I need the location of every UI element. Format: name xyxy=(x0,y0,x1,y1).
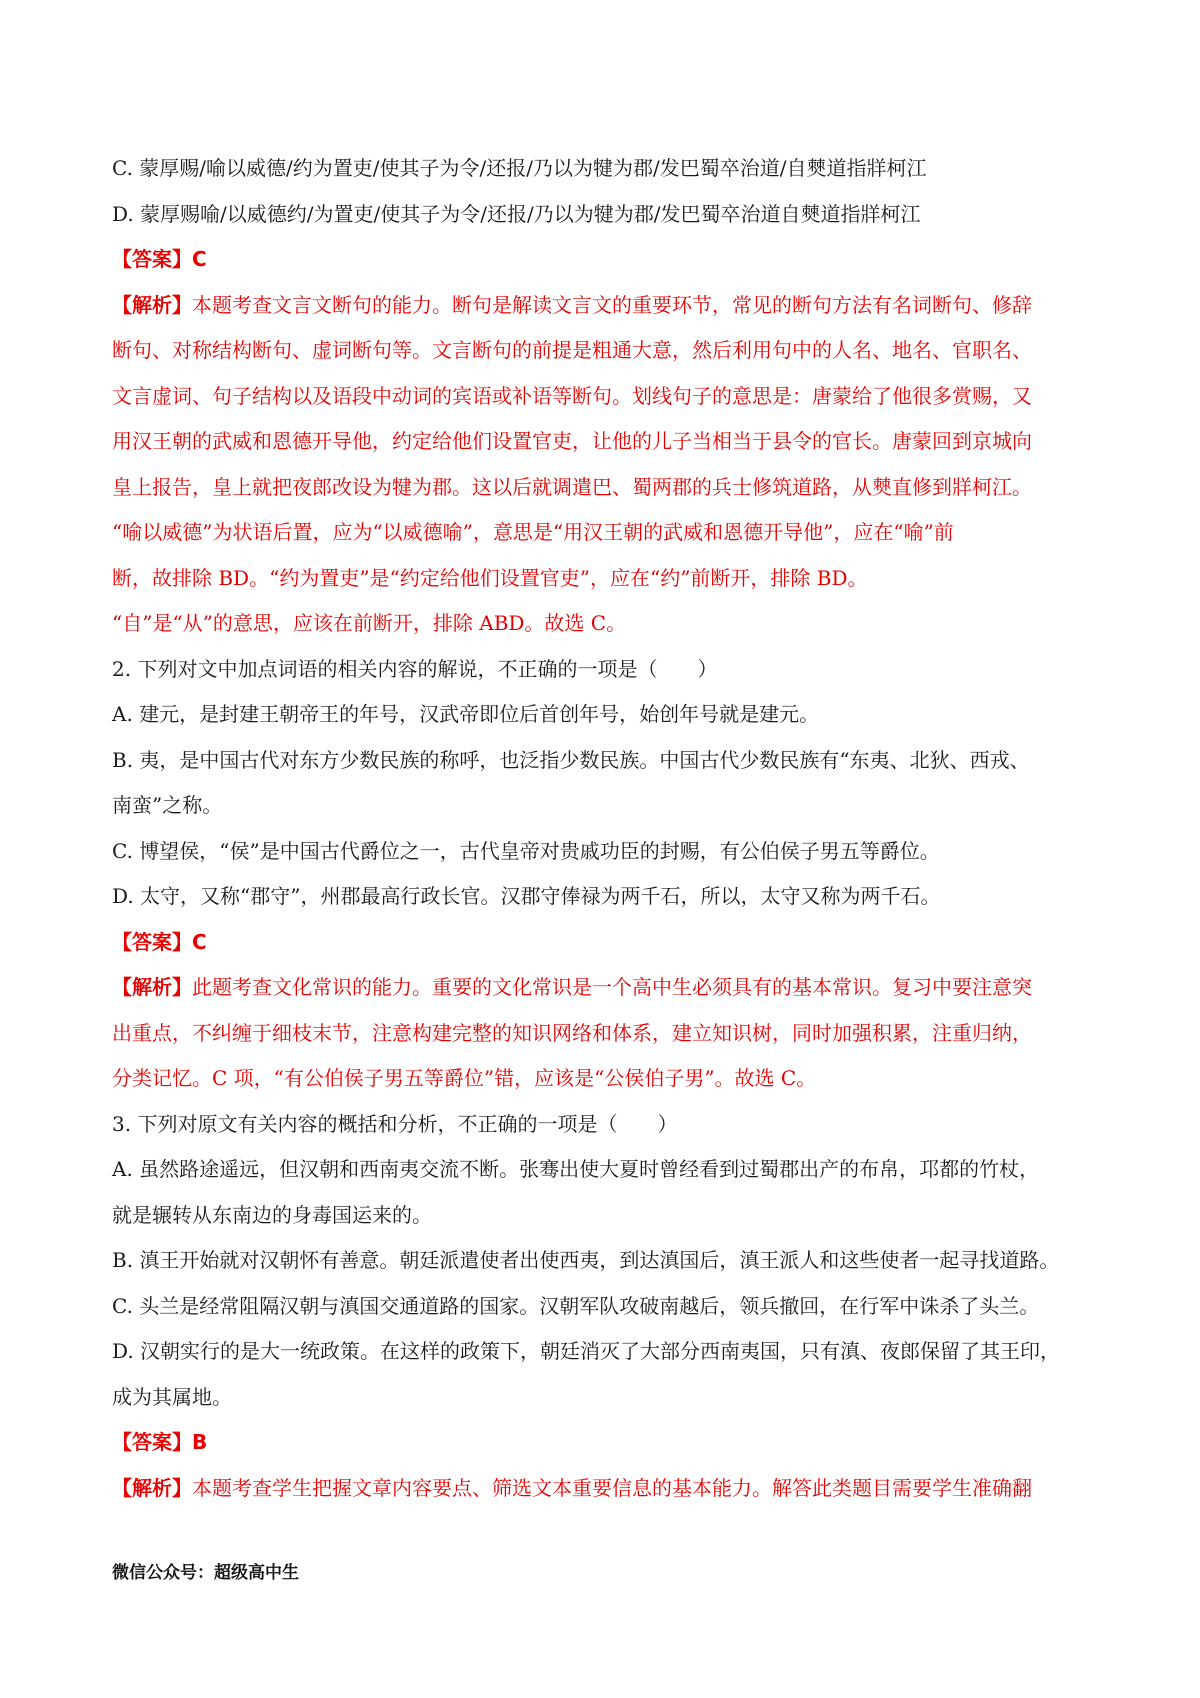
explanation-line: 文言虚词、句子结构以及语段中动词的宾语或补语等断句。划线句子的意思是：唐蒙给了他很多赏赐，又 xyxy=(112,383,1032,408)
explanation-line: “喻以威德”为状语后置，应为“以威德喻”，意思是“用汉王朝的武威和恩德开导他”，应在“喻”前 xyxy=(112,520,954,544)
q1-answer: 【答案】C xyxy=(112,247,207,271)
explanation-tag: 【解析】 xyxy=(112,1475,192,1500)
q3-option-d: D. 汉朝实行的是大一统政策。在这样的政策下，朝廷消灭了大部分西南夷国，只有滇、夜郎保留了其王印， xyxy=(112,1339,1061,1363)
document-content xyxy=(112,146,1092,1511)
q3-option-a-cont: 就是辗转从东南边的身毒国运来的。 xyxy=(112,1202,432,1227)
q3-option-b: B. 滇王开始就对汉朝怀有善意。朝廷派遣使者出使西夷，到达滇国后，滇王派人和这些使者一起寻找道路。 xyxy=(112,1248,1060,1272)
explanation-line: 本题考查学生把握文章内容要点、筛选文本重要信息的基本能力。解答此类题目需要学生准确翻 xyxy=(192,1475,1032,1500)
q3-option-a: A. 虽然路途遥远，但汉朝和西南夷交流不断。张骞出使大夏时曾经看到过蜀郡出产的布帛，邛都的竹杖， xyxy=(112,1157,1040,1181)
q2-option-b: B. 夷，是中国古代对东方少数民族的称呼，也泛指少数民族。中国古代少数民族有“东夷、北狄、西戎、 xyxy=(112,747,1030,772)
q1-explanation xyxy=(112,283,1092,647)
q1-option-d: D. 蒙厚赐喻/以威德约/为置吏/使其子为令/还报/乃以为犍为郡/发巴蜀卒治道自僰道指牂柯江 xyxy=(112,201,921,226)
explanation-tag: 【解析】 xyxy=(112,975,192,999)
explanation-line: “自”是“从”的意思，应该在前断开，排除 ABD。故选 C。 xyxy=(112,611,627,635)
explanation-line: 出重点，不纠缠于细枝末节，注意构建完整的知识网络和体系，建立知识树，同时加强积累，注重归纳， xyxy=(112,1020,1032,1045)
explanation-tag: 【解析】 xyxy=(112,292,192,317)
footer-wechat: 微信公众号：超级高中生 xyxy=(112,1563,299,1583)
explanation-line: 分类记忆。C 项，“有公伯侯子男五等爵位”错，应该是“公侯伯子男”。故选 C。 xyxy=(112,1066,817,1090)
q3-option-d-cont: 成为其属地。 xyxy=(112,1384,232,1409)
explanation-line: 断句、对称结构断句、虚词断句等。文言断句的前提是粗通大意，然后利用句中的人名、地名、官职名、 xyxy=(112,338,1032,362)
q1-option-c: C. 蒙厚赐/喻以威德/约为置吏/使其子为令/还报/乃以为犍为郡/发巴蜀卒治道/自僰道指牂柯江 xyxy=(112,156,927,180)
q3-option-c: C. 头兰是经常阻隔汉朝与滇国交通道路的国家。汉朝军队攻破南越后，领兵撤回，在行军中诛杀了头兰。 xyxy=(112,1293,1040,1318)
q2-option-b-cont: 南蛮”之称。 xyxy=(112,793,223,817)
explanation-line: 皇上报告，皇上就把夜郎改设为犍为郡。这以后就调遣巴、蜀两郡的兵士修筑道路，从僰直修到牂柯江。 xyxy=(112,474,1032,499)
explanation-line: 断，故排除 BD。“约为置吏”是“约定给他们设置官吏”，应在“约”前断开，排除 BD。 xyxy=(112,565,868,590)
q2-option-d: D. 太守，又称“郡守”，州郡最高行政长官。汉郡守俸禄为两千石，所以，太守又称为两千石。 xyxy=(112,884,941,908)
q2-option-c: C. 博望侯，“侯”是中国古代爵位之一，古代皇帝对贵戚功臣的封赐，有公伯侯子男五等爵位。 xyxy=(112,838,940,863)
q3-stem: 3. 下列对原文有关内容的概括和分析，不正确的一项是（ ） xyxy=(112,1111,678,1136)
q2-explanation xyxy=(112,965,1092,1102)
explanation-line: 此题考查文化常识的能力。重要的文化常识是一个高中生必须具有的基本常识。复习中要注意突 xyxy=(192,975,1032,999)
q2-stem: 2. 下列对文中加点词语的相关内容的解说，不正确的一项是（ ） xyxy=(112,656,718,681)
q3-answer: 【答案】B xyxy=(112,1430,208,1454)
q3-explanation xyxy=(112,1466,1092,1512)
q2-option-a: A. 建元，是封建王朝帝王的年号，汉武帝即位后首创年号，始创年号就是建元。 xyxy=(112,702,820,726)
explanation-line: 本题考查文言文断句的能力。断句是解读文言文的重要环节，常见的断句方法有名词断句、修辞 xyxy=(192,292,1032,317)
explanation-line: 用汉王朝的武威和恩德开导他，约定给他们设置官吏，让他的儿子当相当于县令的官长。唐蒙回到京城向 xyxy=(112,429,1032,453)
q2-answer: 【答案】C xyxy=(112,929,207,954)
